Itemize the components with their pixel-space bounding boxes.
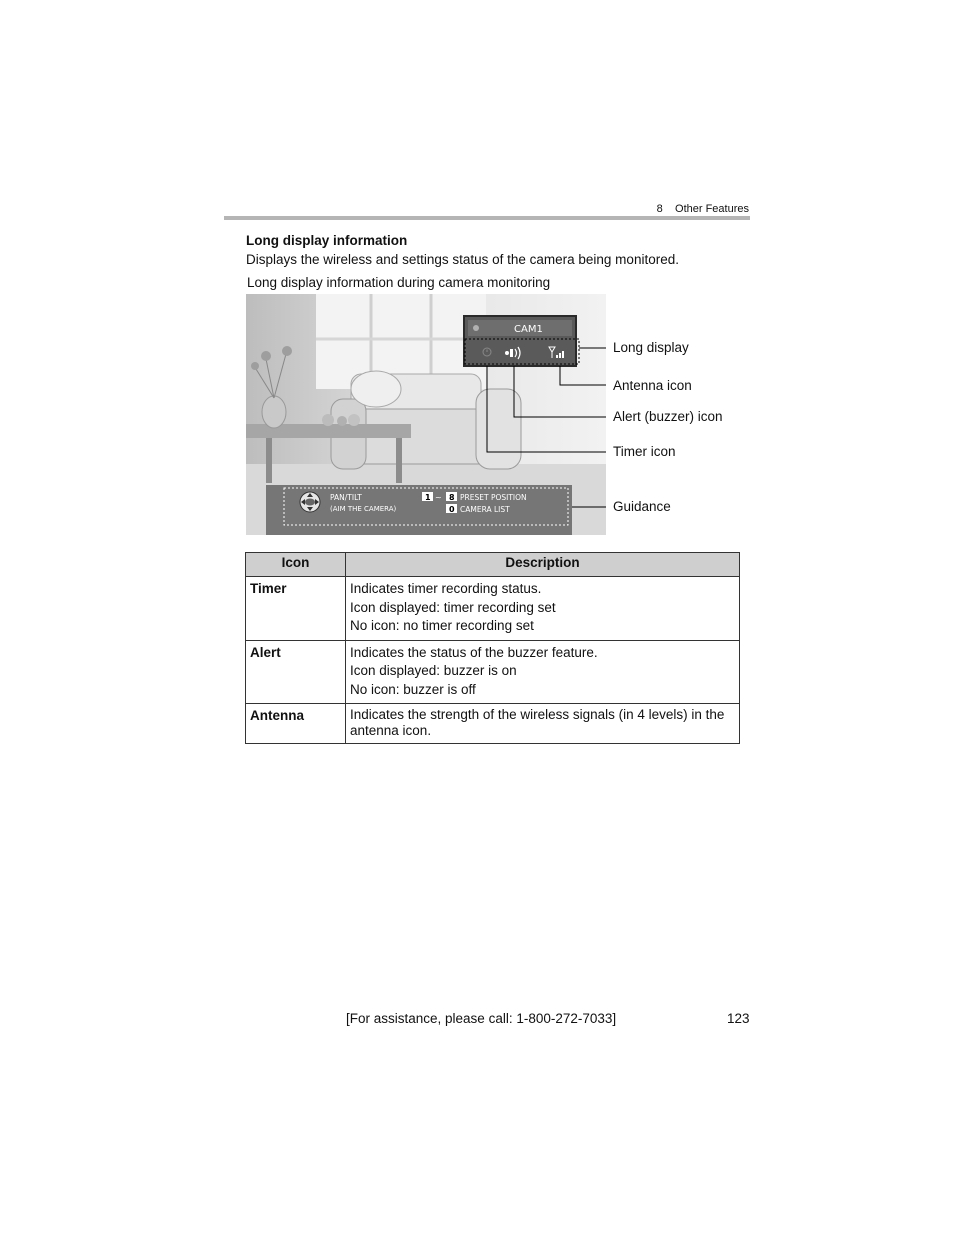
header-icon: Icon	[246, 553, 346, 577]
callout-antenna-icon: Antenna icon	[613, 378, 692, 393]
callout-long-display: Long display	[613, 340, 689, 355]
header-rule	[224, 216, 750, 220]
camera-screen-illustration	[246, 294, 606, 535]
table-header-row	[246, 553, 740, 577]
header-description: Description	[346, 553, 740, 577]
guide-camera-list: CAMERA LIST	[460, 505, 510, 514]
key-0: 0	[449, 505, 455, 514]
callout-alert-icon: Alert (buzzer) icon	[613, 409, 723, 424]
section-title: Long display information	[246, 233, 408, 248]
description-line: Icon displayed: timer recording set	[350, 599, 556, 615]
guide-pan-tilt: PAN/TILT	[330, 493, 362, 502]
guide-aim: (AIM THE CAMERA)	[330, 505, 397, 513]
description-line: Indicates the status of the buzzer feature.	[350, 644, 598, 660]
callout-guidance: Guidance	[613, 499, 671, 514]
camera-screen-figure	[246, 294, 606, 535]
footer-assistance: [For assistance, please call: 1-800-272-7033]	[346, 1011, 617, 1026]
description-line: Icon displayed: buzzer is on	[350, 663, 517, 678]
guide-preset: PRESET POSITION	[460, 493, 527, 502]
key-1: 1	[425, 493, 431, 502]
row-description	[346, 640, 740, 704]
key-8: 8	[449, 493, 455, 502]
row-description	[346, 577, 740, 641]
running-header: 8 Other Features	[656, 203, 749, 215]
table-row	[246, 704, 740, 744]
icon-description-table	[245, 552, 740, 744]
section-description: Displays the wireless and settings status of the camera being monitored.	[246, 252, 679, 267]
camera-label: CAM1	[514, 324, 543, 335]
description-line: Indicates timer recording status.	[350, 581, 542, 596]
table-row	[246, 640, 740, 704]
description-line: No icon: buzzer is off	[350, 681, 476, 697]
row-icon-name: Antenna	[246, 704, 346, 744]
row-icon-name: Alert	[246, 640, 346, 704]
row-icon-name: Timer	[246, 577, 346, 641]
figure-caption: Long display information during camera monitoring	[247, 275, 551, 290]
key-tilde: ~	[435, 493, 442, 502]
table-row	[246, 577, 740, 641]
direction-pad-icon	[300, 492, 320, 512]
description-line: No icon: no timer recording set	[350, 618, 534, 633]
description-line: Indicates the strength of the wireless signals (in 4 levels) in the antenna icon.	[350, 707, 725, 738]
page-number: 123	[727, 1011, 750, 1026]
row-description	[346, 704, 740, 744]
callout-timer-icon: Timer icon	[613, 444, 676, 459]
